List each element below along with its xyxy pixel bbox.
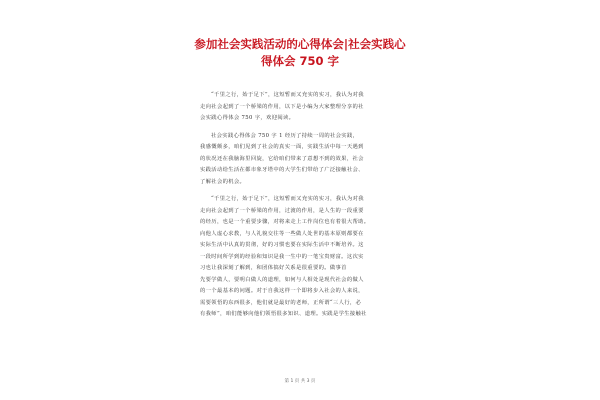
text-line: 我感慨颇多，咱们见到了社会的真实一面，实践生活中每一天遇到 xyxy=(200,144,364,150)
text-line: 先要学做人，要明白做人的道理，如何与人相处是现代社会的做人 xyxy=(200,276,364,283)
text-line: 的状况还在我脑海里回旋，它给咱们带来了意想不到的效果，社会 xyxy=(200,155,364,162)
text-line: 走向社会起到了一个桥梁的作用，过渡的作用，是人生的一段重要 xyxy=(200,207,364,214)
text-line: 一段时间所学到的经验和知识是我一生中的一笔宝贵财富。这次实 xyxy=(200,253,364,260)
text-line: 需要领悟的东西很多，他们就是最好的老师，正所谓“三人行，必 xyxy=(200,299,362,306)
document-title xyxy=(180,36,420,70)
text-line: 习也让我深刻了解到，和团体搞好关系是很重要的。做事首 xyxy=(200,265,347,271)
text-line: 会实践心得体会 750 字，欢迎阅读。 xyxy=(200,115,295,121)
text-line: 的一个最基本的问题。对于自我这样一个即将步入社会的人来说， xyxy=(200,288,364,294)
text-line: 有我师”，咱们能够向他们领悟很多知识、道理。实践是学生接触社 xyxy=(200,311,367,317)
page-footer: 第 1 页 共 3 页 xyxy=(284,379,316,384)
text-line: 走向社会起到了一个桥梁的作用，以下是小编为大家整理分享的社 xyxy=(200,103,364,110)
text-line: 了解社会的机会。 xyxy=(200,178,246,185)
text-line: 实际生活中认真的贯彻，好的习惯也要在实际生活中不断培养。这 xyxy=(200,242,364,248)
text-line: 的经历，也是一个重要步骤，对将来走上工作岗位也有着很大帮助。 xyxy=(200,219,370,225)
paragraph xyxy=(200,90,410,125)
text-line: 社会实践心得体会 750 字 1 经历了持续一周的社会实践， xyxy=(211,132,359,139)
text-line: “千里之行，始于足下”，这短暂而又充实的实习，我认为对我 xyxy=(211,196,364,202)
document-body xyxy=(200,90,410,327)
text-line: 向他人虚心求教，与人礼貌交往等一些做人处世的基本原则都要在 xyxy=(200,230,364,237)
text-line: 实践活动给生活在都市象牙塔中的大学生们带给了广泛接触社会、 xyxy=(200,167,364,173)
title-line-1: 参加社会实践活动的心得体会|社会实践心 xyxy=(194,37,406,51)
title-line-2: 得体会 750 字 xyxy=(260,54,339,68)
paragraph xyxy=(200,131,410,189)
paragraph xyxy=(200,194,410,321)
text-line: “千里之行，始于足下”，这短暂而又充实的实习，我认为对我 xyxy=(211,92,364,98)
